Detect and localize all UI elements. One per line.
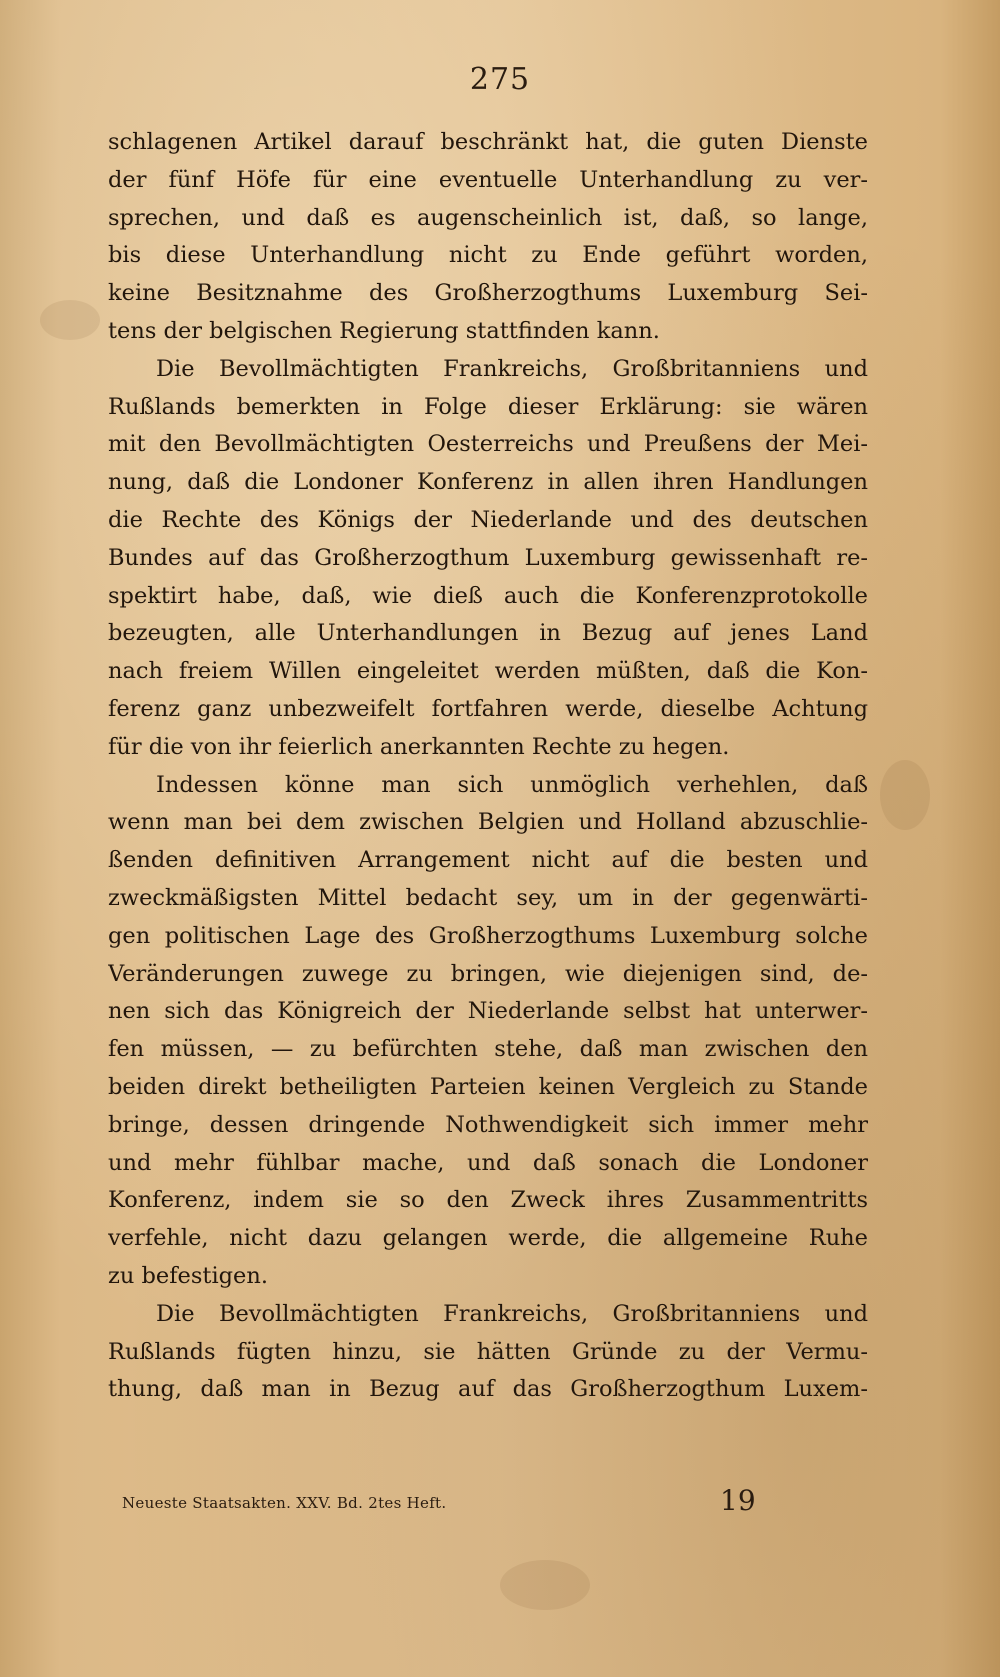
text-line: Veränderungen zuwege zu bringen, wie diejenigen sind, de-: [108, 960, 868, 987]
text-line: Konferenz, indem sie so den Zweck ihres Zusammentritts: [108, 1187, 868, 1214]
text-line: bringe, dessen dringende Nothwendigkeit sich immer mehr: [108, 1111, 868, 1138]
page-footer: [122, 1484, 762, 1518]
text-line: beiden direkt betheiligten Parteien keinen Vergleich zu Stande: [108, 1073, 868, 1100]
page-number: 275: [469, 62, 531, 97]
text-line: keine Besitznahme des Großherzogthums Luxemburg Sei-: [108, 280, 868, 307]
text-line: thung, daß man in Bezug auf das Großherzogthum Luxem-: [108, 1376, 868, 1403]
text-line: wenn man bei dem zwischen Belgien und Holland abzuschlie-: [108, 809, 868, 836]
text-line: Bundes auf das Großherzogthum Luxemburg gewissenhaft re-: [108, 544, 868, 571]
paragraph-first-line: Indessen könne man sich unmöglich verhehlen, daß: [156, 771, 868, 798]
text-line: nach freiem Willen eingeleitet werden müßten, daß die Kon-: [108, 658, 868, 685]
text-line: der fünf Höfe für eine eventuelle Unterhandlung zu ver-: [108, 166, 868, 193]
text-line: verfehle, nicht dazu gelangen werde, die allgemeine Ruhe: [108, 1225, 868, 1252]
paper-stain: [40, 300, 100, 340]
signature-note: Neueste Staatsakten. XXV. Bd. 2tes Heft.: [122, 1494, 447, 1512]
paper-stain: [880, 760, 930, 830]
text-line: bezeugten, alle Unterhandlungen in Bezug auf jenes Land: [108, 620, 868, 647]
paragraph-first-line: Die Bevollmächtigten Frankreichs, Großbritanniens und: [156, 355, 868, 382]
text-line: bis diese Unterhandlung nicht zu Ende geführt worden,: [108, 242, 868, 269]
text-line: ferenz ganz unbezweifelt fortfahren werde, dieselbe Achtung: [108, 695, 868, 722]
text-line: für die von ihr feierlich anerkannten Rechte zu hegen.: [108, 733, 730, 760]
text-line: gen politischen Lage des Großherzogthums Luxemburg solche: [108, 922, 868, 949]
text-line: mit den Bevollmächtigten Oesterreichs und Preußens der Mei-: [108, 431, 868, 458]
paper-stain: [500, 1560, 590, 1610]
text-line: und mehr fühlbar mache, und daß sonach die Londoner: [108, 1149, 868, 1176]
text-line: nung, daß die Londoner Konferenz in allen ihren Handlungen: [108, 469, 868, 496]
text-line: sprechen, und daß es augenscheinlich ist, daß, so lange,: [108, 204, 868, 231]
body-text: [108, 124, 868, 1409]
text-line: zweckmäßigsten Mittel bedacht sey, um in der gegenwärti-: [108, 884, 868, 911]
sheet-number: 19: [720, 1484, 756, 1517]
text-line: Rußlands bemerkten in Folge dieser Erklärung: sie wären: [108, 393, 868, 420]
paragraph-first-line: Die Bevollmächtigten Frankreichs, Großbritanniens und: [156, 1300, 868, 1327]
text-line: spektirt habe, daß, wie dieß auch die Konferenzprotokolle: [108, 582, 868, 609]
text-line: zu befestigen.: [108, 1262, 269, 1289]
text-line: nen sich das Königreich der Niederlande selbst hat unterwer-: [108, 998, 868, 1025]
text-line: Rußlands fügten hinzu, sie hätten Gründe zu der Vermu-: [108, 1338, 868, 1365]
text-line: fen müssen, — zu befürchten stehe, daß man zwischen den: [108, 1036, 868, 1063]
text-line: die Rechte des Königs der Niederlande und des deutschen: [108, 506, 868, 533]
text-line: tens der belgischen Regierung stattfinden kann.: [108, 317, 660, 344]
text-line: ßenden definitiven Arrangement nicht auf die besten und: [108, 847, 868, 874]
text-line: schlagenen Artikel darauf beschränkt hat, die guten Dienste: [108, 129, 868, 155]
